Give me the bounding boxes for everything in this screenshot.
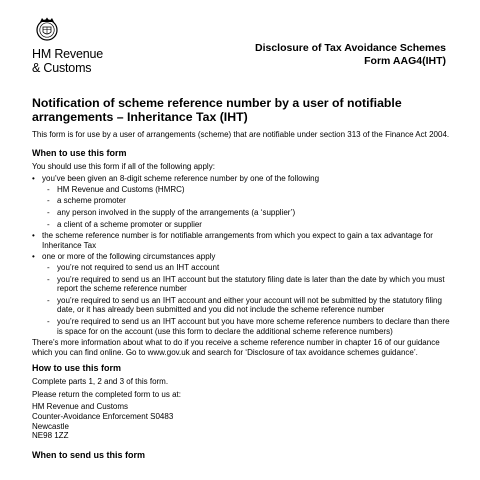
sub-item-text: you’re required to send us an IHT account but you have more scheme reference numbers to declare than there is space for on the account (use this form to declare the additional scheme reference numbers) [57,316,450,336]
form-title-line2: Form AAG4(IHT) [364,55,446,67]
page-heading: Notification of scheme reference number by a user of notifiable arrangements – Inheritance Tax (IHT) [32,96,402,124]
sub-item-text: you’re required to send us an IHT account but the statutory filing date is later than the date by which you must report the scheme reference number [57,274,445,294]
bullet-icon: • [32,231,35,241]
how-to-use-line2: Please return the completed form to us at: [32,389,181,399]
sub-item-text: HM Revenue and Customs (HMRC) [57,184,185,194]
address-line: Counter-Avoidance Enforcement S0483 [32,412,174,422]
address-line: Newcastle [32,421,69,431]
when-to-send-section [32,450,452,461]
list-item [42,275,452,294]
list-item [32,174,452,229]
bullet-icon: • [32,174,35,184]
list-item [42,185,452,195]
when-to-use-heading: When to use this form [32,147,127,158]
dash-icon: - [47,262,50,272]
how-to-use-heading: How to use this form [32,363,122,374]
form-title [255,42,446,68]
bullet-text: you’ve been given an 8-digit scheme reference number by one of the following [42,174,320,184]
postal-address [32,402,452,440]
sub-list [42,263,452,336]
list-item [42,317,452,336]
address-line: NE98 1ZZ [32,431,69,441]
when-to-use-section [32,148,452,358]
how-to-use-line1: Complete parts 1, 2 and 3 of this form. [32,377,169,387]
org-name-line1: HM Revenue [32,47,103,61]
list-item [32,252,452,336]
org-name-line2: & Customs [32,61,92,75]
sub-item-text: you’re required to send us an IHT account and either your account will not be submitted by the statutory filing date, or it has already been submitted and you did not include the scheme reference number [57,295,442,315]
when-to-send-heading: When to send us this form [32,449,146,460]
dash-icon: - [47,295,50,305]
dash-icon: - [47,274,50,284]
dash-icon: - [47,196,50,206]
more-info-text: There’s more information about what to do if you receive a scheme reference number in chapter 16 of our guidance which you can find online. Go to www.gov.uk and search for ‘Disclosure of tax avoidance schemes guidance’. [32,338,440,357]
conditions-list [32,174,452,336]
how-to-use-section [32,363,452,441]
list-item [42,196,452,206]
when-to-use-lead: You should use this form if all of the following apply: [32,161,215,171]
sub-item-text: a client of a scheme promoter or supplier [57,219,202,229]
sub-item-text: any person involved in the supply of the arrangements (a ‘supplier’) [57,207,296,217]
royal-crest-icon [34,16,60,42]
form-title-line1: Disclosure of Tax Avoidance Schemes [254,42,446,54]
list-item [42,296,452,315]
dash-icon: - [47,219,50,229]
list-item [42,220,452,230]
dash-icon: - [47,207,50,217]
dash-icon: - [47,316,50,326]
hmrc-logo [32,16,103,75]
bullet-text: the scheme reference number is for notifiable arrangements from which you expect to gain a tax advantage for Inheritance Tax [42,231,433,250]
intro-text: This form is for use by a user of arrangements (scheme) that are notifiable under section 313 of the Finance Act 2004. [32,130,450,139]
sub-item-text: you’re not required to send us an IHT account [57,262,220,272]
main-content [32,96,452,464]
bullet-text: one or more of the following circumstances apply [42,252,216,262]
bullet-icon: • [32,252,35,262]
sub-list [42,185,452,229]
list-item [42,263,452,273]
sub-item-text: a scheme promoter [57,196,126,206]
address-line: HM Revenue and Customs [32,402,129,412]
list-item [32,231,452,250]
dash-icon: - [47,184,50,194]
list-item [42,208,452,218]
